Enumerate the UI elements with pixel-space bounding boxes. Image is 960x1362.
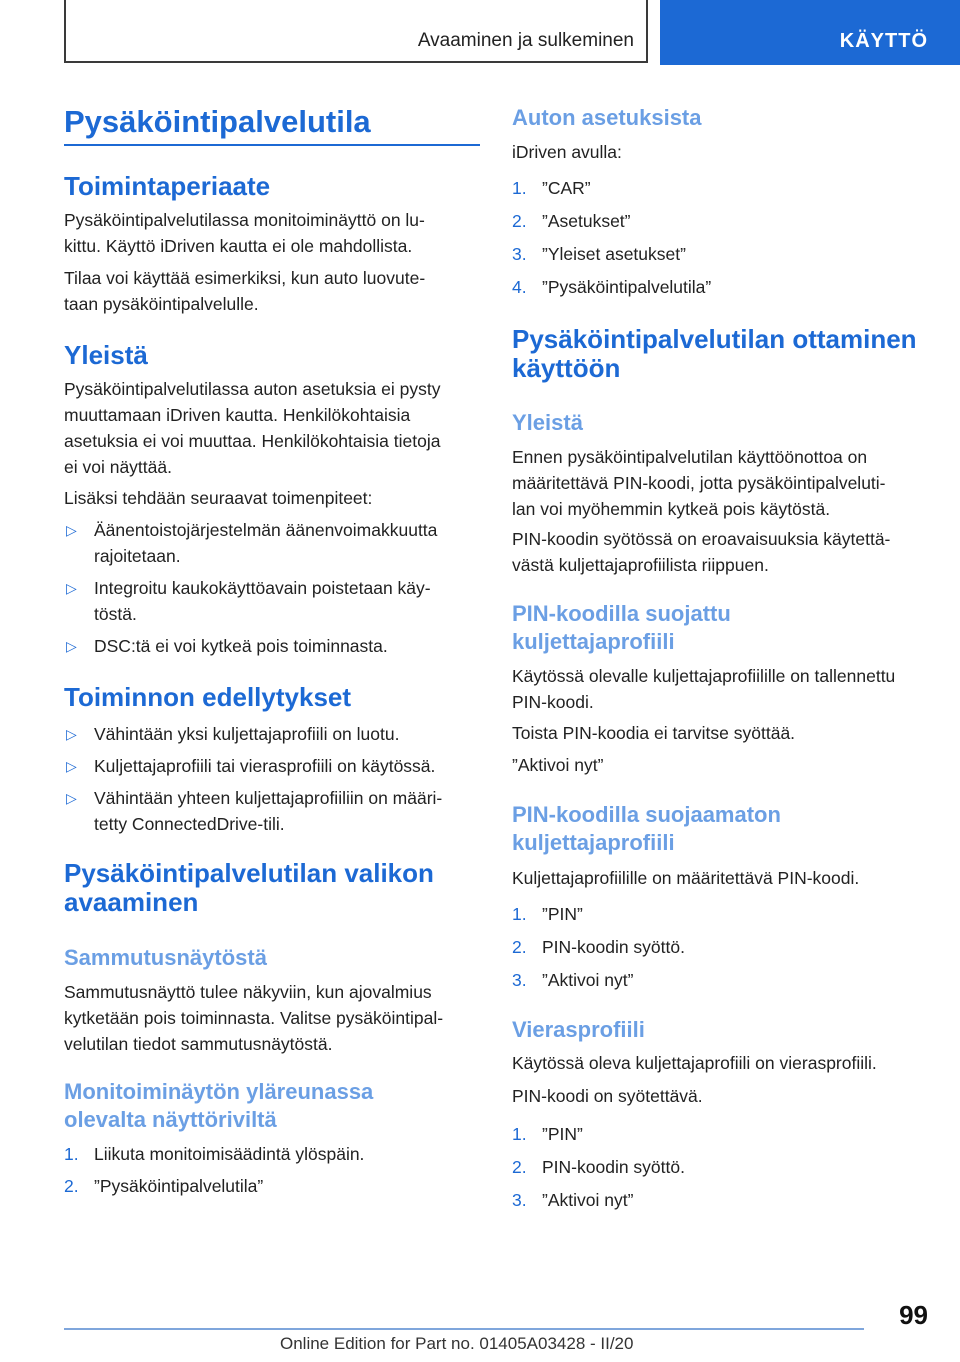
numbered-item [512, 967, 932, 993]
header-frame [64, 0, 648, 63]
numbered-item [512, 1187, 932, 1213]
heading-ottaminen-kayttoon-l2: käyttöön [512, 353, 621, 383]
subheading-monitoiminaytto-l1: Monitoiminäytön yläreunassa [64, 1079, 374, 1104]
edition-footer: Online Edition for Part no. 01405A03428 - II/20 [280, 1334, 634, 1353]
list-number: 1. [512, 904, 527, 924]
heading-yleista: Yleistä [64, 340, 148, 370]
list-item-continuation [64, 543, 480, 569]
triangle-bullet-icon: ▷ [66, 638, 77, 654]
subheading-pin-suojaamaton-l1: PIN-koodilla suojaamaton [512, 802, 781, 827]
paragraph-line: iDriven avulla: [512, 142, 622, 162]
subheading-pin-suojattu-l2: kuljettajaprofiili [512, 629, 675, 654]
list-item-text: PIN-koodin syöttö. [542, 1157, 685, 1177]
paragraph-line: västä kuljettajaprofiilista riippuen. [512, 555, 769, 575]
footer-rule [64, 1328, 864, 1330]
triangle-bullet-icon: ▷ [66, 790, 77, 806]
subheading-monitoiminaytto-l2: olevalta näyttöriviltä [64, 1107, 277, 1132]
numbered-item [64, 1141, 480, 1167]
list-item-text: ”CAR” [542, 178, 591, 198]
list-item-text: Vähintään yksi kuljettajaprofiili on luotu. [94, 724, 400, 744]
list-item-text: ”Yleiset asetukset” [542, 244, 686, 264]
numbered-item [512, 934, 932, 960]
heading-toimintaperiaate: Toimintaperiaate [64, 171, 271, 201]
list-item [64, 575, 480, 601]
paragraph-line: ei voi näyttää. [64, 457, 172, 477]
list-item-text: Integroitu kaukokäyttöavain poistetaan käy‐ [94, 578, 431, 598]
heading-toiminnon-edellytykset: Toiminnon edellytykset [64, 682, 352, 712]
paragraph-line: ”Aktivoi nyt” [512, 755, 604, 775]
paragraph-line: lan voi myöhemmin kytkeä pois käytöstä. [512, 499, 831, 519]
list-number: 2. [512, 937, 527, 957]
list-number: 1. [64, 1144, 79, 1164]
list-item [64, 721, 480, 747]
triangle-bullet-icon: ▷ [66, 580, 77, 596]
list-item-text: PIN-koodin syöttö. [542, 937, 685, 957]
paragraph-line: Toista PIN-koodia ei tarvitse syöttää. [512, 723, 796, 743]
subheading-pin-suojattu-l1: PIN-koodilla suojattu [512, 601, 731, 626]
page-number: 99 [899, 1300, 928, 1330]
paragraph-line: Lisäksi tehdään seuraavat toimenpiteet: [64, 488, 373, 508]
paragraph-line: velutilan tiedot sammutusnäytöstä. [64, 1034, 333, 1054]
numbered-item [512, 274, 932, 300]
list-item-text: Äänentoistojärjestelmän äänenvoimakkuutta [94, 520, 438, 540]
chapter-tab-label: KÄYTTÖ [839, 30, 928, 52]
heading-ottaminen-kayttoon-l1: Pysäköintipalvelutilan ottaminen [512, 324, 917, 354]
subheading-sammutusnaytosta: Sammutusnäytöstä [64, 945, 267, 970]
paragraph-line: Ennen pysäköintipalvelutilan käyttöönottoa on [512, 447, 868, 467]
list-number: 2. [64, 1176, 79, 1196]
triangle-bullet-icon: ▷ [66, 726, 77, 742]
paragraph-line: PIN-koodin syötössä on eroavaisuuksia käytettä‐ [512, 529, 891, 549]
subheading-yleista: Yleistä [512, 410, 583, 435]
paragraph-line: Sammutusnäyttö tulee näkyviin, kun ajovalmius [64, 982, 432, 1002]
list-item-text: Kuljettajaprofiili tai vierasprofiili on käytössä. [94, 756, 436, 776]
subheading-vierasprofiili: Vierasprofiili [512, 1017, 645, 1042]
paragraph-line: PIN-koodi on syötettävä. [512, 1086, 703, 1106]
paragraph-line: asetuksia ei voi muuttaa. Henkilökohtaisia tietoja [64, 431, 441, 451]
list-number: 1. [512, 178, 527, 198]
list-item-text: Vähintään yhteen kuljettajaprofiiliin on määri‐ [94, 788, 443, 808]
numbered-item [512, 1121, 932, 1147]
numbered-item [512, 1154, 932, 1180]
triangle-bullet-icon: ▷ [66, 522, 77, 538]
numbered-item [512, 901, 932, 927]
list-item-text: DSC:tä ei voi kytkeä pois toiminnasta. [94, 636, 388, 656]
list-item-text: ”Asetukset” [542, 211, 631, 231]
list-number: 2. [512, 211, 527, 231]
list-item-text: rajoitetaan. [94, 546, 181, 566]
heading-valikon-avaaminen-l1: Pysäköintipalvelutilan valikon [64, 858, 434, 888]
paragraph-line: kytketään pois toiminnasta. Valitse pysäköintipal‐ [64, 1008, 444, 1028]
list-item-text: ”Aktivoi nyt” [542, 970, 634, 990]
list-item [64, 785, 480, 811]
list-number: 3. [512, 1190, 527, 1210]
list-number: 4. [512, 277, 527, 297]
paragraph-line: taan pysäköintipalvelulle. [64, 294, 259, 314]
subheading-auton-asetuksista: Auton asetuksista [512, 105, 702, 130]
section-title: Avaaminen ja sulkeminen [417, 30, 634, 51]
chapter-tab[interactable] [660, 0, 960, 65]
list-item-text: ”Aktivoi nyt” [542, 1190, 634, 1210]
paragraph-line: Käytössä oleva kuljettajaprofiili on vierasprofiili. [512, 1053, 877, 1073]
list-number: 2. [512, 1157, 527, 1177]
triangle-bullet-icon: ▷ [66, 758, 77, 774]
page-title: Pysäköintipalvelutila [64, 104, 371, 139]
list-item-text: töstä. [94, 604, 137, 624]
paragraph-line: Pysäköintipalvelutilassa monitoiminäyttö on lu‐ [64, 210, 425, 230]
paragraph-line: Käytössä olevalle kuljettajaprofiilille on tallennettu [512, 666, 896, 686]
list-item-text: tetty ConnectedDrive-tili. [94, 814, 285, 834]
numbered-item [512, 175, 932, 201]
list-item [64, 753, 480, 779]
list-item-continuation [64, 811, 480, 837]
paragraph-line: Pysäköintipalvelutilassa auton asetuksia ei pysty [64, 379, 441, 399]
numbered-item [512, 208, 932, 234]
list-number: 3. [512, 970, 527, 990]
list-item-text: Liikuta monitoimisäädintä ylöspäin. [94, 1144, 365, 1164]
list-item-text: ”PIN” [542, 904, 583, 924]
paragraph-line: Tilaa voi käyttää esimerkiksi, kun auto luovute‐ [64, 268, 426, 288]
paragraph-line: määritettävä PIN-koodi, jotta pysäköintipalveluti‐ [512, 473, 886, 493]
paragraph-line: Kuljettajaprofiilille on määritettävä PIN-koodi. [512, 868, 860, 888]
list-item-text: ”PIN” [542, 1124, 583, 1144]
paragraph-line: PIN-koodi. [512, 692, 594, 712]
list-item [64, 633, 480, 659]
heading-valikon-avaaminen-l2: avaaminen [64, 887, 199, 917]
list-item-text: ”Pysäköintipalvelutila” [542, 277, 712, 297]
numbered-item [64, 1173, 480, 1199]
numbered-item [512, 241, 932, 267]
paragraph-line: muuttamaan iDriven kautta. Henkilökohtaisia [64, 405, 411, 425]
list-number: 1. [512, 1124, 527, 1144]
title-rule [64, 144, 480, 146]
list-item-continuation [64, 601, 480, 627]
list-number: 3. [512, 244, 527, 264]
list-item [64, 517, 480, 543]
paragraph-line: kittu. Käyttö iDriven kautta ei ole mahdollista. [64, 236, 413, 256]
list-item-text: ”Pysäköintipalvelutila” [94, 1176, 264, 1196]
subheading-pin-suojaamaton-l2: kuljettajaprofiili [512, 830, 675, 855]
